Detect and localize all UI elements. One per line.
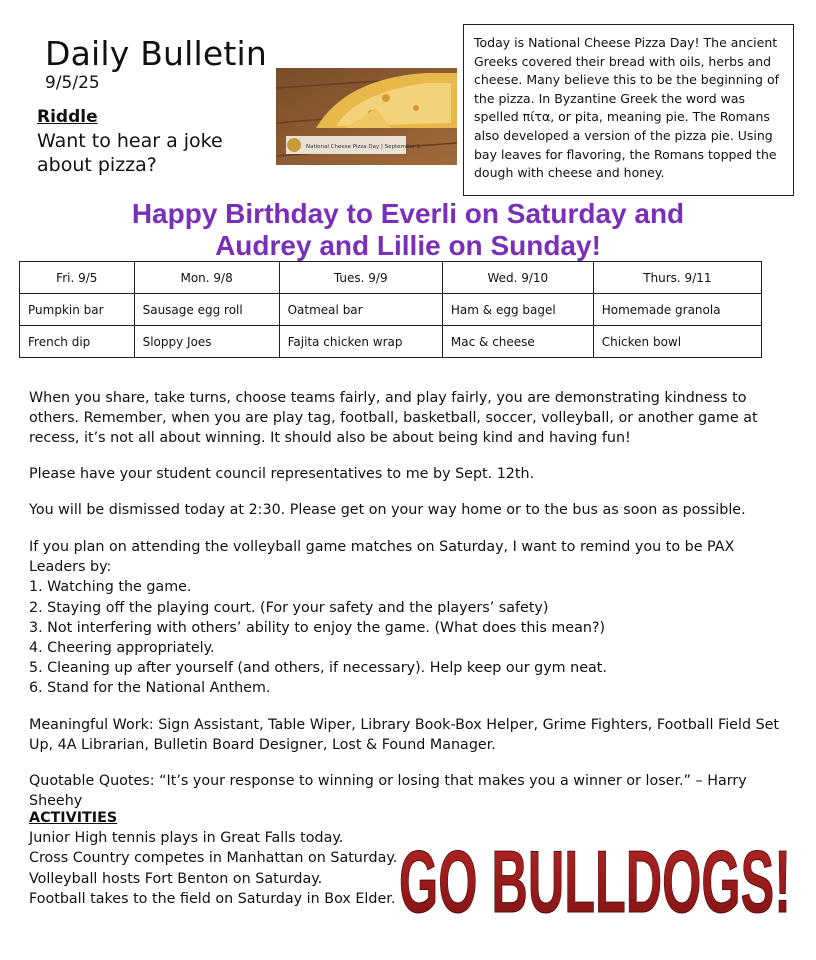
bulletin-title: Daily Bulletin <box>45 34 268 73</box>
birthday-line-2: Audrey and Lillie on Sunday! <box>215 230 601 261</box>
menu-cell: Chicken bowl <box>593 326 761 358</box>
menu-header-row <box>20 262 762 294</box>
menu-lunch-row <box>20 326 762 358</box>
pizza-image <box>276 68 457 165</box>
menu-cell: Sloppy Joes <box>134 326 279 358</box>
menu-cell: French dip <box>20 326 135 358</box>
quote-paragraph: Quotable Quotes: “It’s your response to winning or losing that makes you a winner or loser.” – Harry Sheehy <box>29 773 747 810</box>
volleyball-paragraph <box>29 537 789 699</box>
lunch-menu-table <box>19 261 762 358</box>
menu-cell: Fajita chicken wrap <box>279 326 442 358</box>
activity-item: Volleyball hosts Fort Benton on Saturday. <box>29 870 323 887</box>
activities-section <box>29 808 409 909</box>
pizza-fact-box: Today is National Cheese Pizza Day! The ancient Greeks covered their bread with oils, herbs and cheese. Many believe this to be the beginning of the pizza. In Byzantine Greek the word was spelled πίτα, or pita, meaning pie. The Romans also developed a version of the pizza pie. Using bay leaves for flavoring, the Romans topped the dough with cheese and honey. <box>463 24 794 196</box>
go-bulldogs-banner <box>395 820 795 930</box>
volleyball-list-item: 5. Cleaning up after yourself (and others, if necessary). Help keep our gym neat. <box>29 660 607 677</box>
menu-cell: Ham & egg bagel <box>442 294 593 326</box>
bulletin-date: 9/5/25 <box>45 73 100 93</box>
menu-cell: Mac & cheese <box>442 326 593 358</box>
volleyball-list-item: 3. Not interfering with others’ ability to enjoy the game. (What does this mean?) <box>29 619 606 636</box>
volleyball-list-item: 1. Watching the game. <box>29 579 192 596</box>
riddle-text: Want to hear a joke about pizza? <box>37 130 223 176</box>
activities-title: ACTIVITIES <box>29 810 118 826</box>
birthday-line-1: Happy Birthday to Everli on Saturday and <box>131 198 685 229</box>
go-bulldogs-text: GO BULLDOGS! <box>399 832 791 930</box>
volleyball-intro: If you plan on attending the volleyball game matches on Saturday, I want to remind you to be PAX Leaders by: <box>29 539 735 576</box>
menu-day: Tues. 9/9 <box>279 262 442 294</box>
volleyball-list-item: 6. Stand for the National Anthem. <box>29 680 271 697</box>
menu-day: Mon. 9/8 <box>134 262 279 294</box>
student-council-paragraph: Please have your student council representatives to me by Sept. 12th. <box>29 466 535 482</box>
activity-item: Football takes to the field on Saturday in Box Elder. <box>29 890 396 907</box>
kindness-paragraph: When you share, take turns, choose teams fairly, and play fairly, you are demonstrating kindness to others. Remember, when you are play tag, football, basketball, soccer, volleyball, or another game at recess, it’s not all about winning. It should also be about being kind and having fun! <box>29 390 758 447</box>
activity-item: Junior High tennis plays in Great Falls today. <box>29 830 344 847</box>
menu-day: Wed. 9/10 <box>442 262 593 294</box>
menu-cell: Oatmeal bar <box>279 294 442 326</box>
menu-day: Thurs. 9/11 <box>593 262 761 294</box>
menu-cell: Sausage egg roll <box>134 294 279 326</box>
activity-item: Cross Country competes in Manhattan on Saturday. <box>29 850 398 867</box>
pizza-image-caption: National Cheese Pizza Day | September 5 <box>306 144 421 150</box>
menu-cell: Pumpkin bar <box>20 294 135 326</box>
riddle-label: Riddle <box>37 107 98 127</box>
menu-cell: Homemade granola <box>593 294 761 326</box>
menu-day: Fri. 9/5 <box>20 262 135 294</box>
meaningful-work-paragraph: Meaningful Work: Sign Assistant, Table Wiper, Library Book-Box Helper, Grime Fighters, Football Field Set Up, 4A Librarian, Bulletin Board Designer, Lost & Found Manager. <box>29 717 780 754</box>
dismissal-paragraph: You will be dismissed today at 2:30. Please get on your way home or to the bus as soon as possible. <box>29 502 746 518</box>
volleyball-list-item: 2. Staying off the playing court. (For your safety and the players’ safety) <box>29 599 549 616</box>
birthday-announcement <box>40 198 776 262</box>
menu-breakfast-row <box>20 294 762 326</box>
volleyball-list-item: 4. Cheering appropriately. <box>29 640 215 657</box>
